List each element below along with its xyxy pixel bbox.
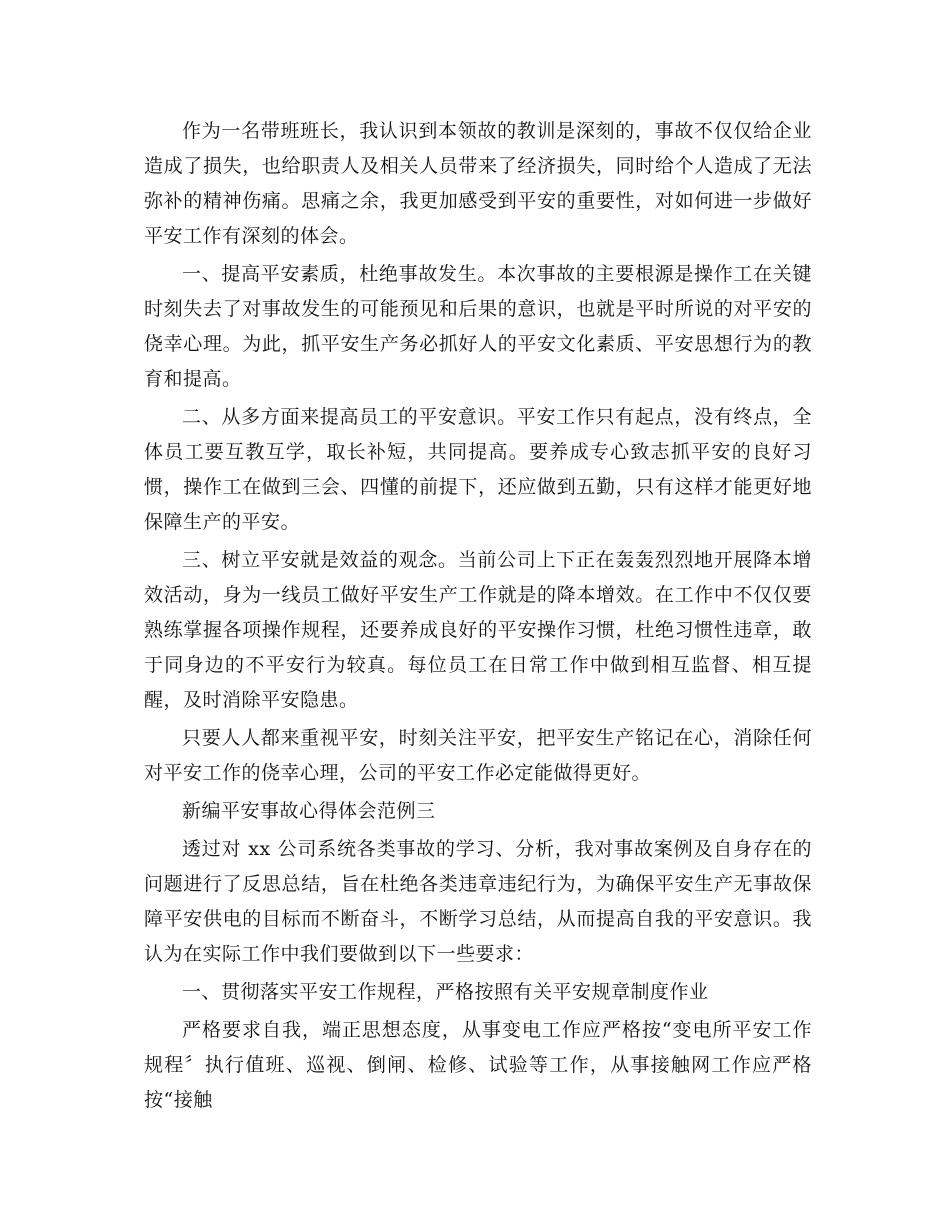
paragraph-requirement-detail: 严格要求自我，端正思想态度，从事变电工作应严格按“变电所平安工作规程〞执行值班、巡视、倒闸、检修、试验等工作，从事接触网工作应严格按“接触 — [144, 1019, 812, 1111]
paragraph-conclusion: 只要人人都来重视平安，时刻关注平安，把平安生产铭记在心，消除任何对平安工作的侥幸心理，公司的平安工作必定能做得更好。 — [144, 727, 812, 784]
paragraph-point-two: 二、从多方面来提高员工的平安意识。平安工作只有起点，没有终点，全体员工要互教互学，取长补短，共同提高。要养成专心致志抓平安的良好习惯，操作工在做到三会、四懂的前提下，还应做到五勤，只有这样才能更好地保障生产的平安。 — [144, 406, 812, 533]
paragraph-intro: 作为一名带班班长，我认识到本领故的教训是深刻的，事故不仅仅给企业造成了损失，也给职责人及相关人员带来了经济损失，同时给个人造成了无法弥补的精神伤痛。思痛之余，我更加感受到平安的重要性，对如何进一步做好平安工作有深刻的体会。 — [144, 120, 812, 247]
paragraph-point-one: 一、提高平安素质，杜绝事故发生。本次事故的主要根源是操作工在关键时刻失去了对事故发生的可能预见和后果的意识，也就是平时所说的对平安的侥幸心理。为此，抓平安生产务必抓好人的平安文化素质、平安思想行为的教育和提高。 — [144, 263, 812, 390]
paragraph-section-intro: 透过对 xx 公司系统各类事故的学习、分析，我对事故案例及自身存在的问题进行了反思总结，旨在杜绝各类违章违纪行为，为确保平安生产无事故保障平安供电的目标而不断奋斗，不断学习总结，从而提高自我的平安意识。我认为在实际工作中我们要做到以下一些要求： — [144, 838, 812, 965]
subheading-requirement-one: 一、贯彻落实平安工作规程，严格按照有关平安规章制度作业 — [182, 981, 709, 1003]
section-heading: 新编平安事故心得体会范例三 — [182, 800, 436, 822]
paragraph-point-three: 三、树立平安就是效益的观念。当前公司上下正在轰轰烈烈地开展降本增效活动，身为一线员工做好平安生产工作就是的降本增效。在工作中不仅仅要熟练掌握各项操作规程，还要养成良好的平安操作习惯，杜绝习惯性违章，敢于同身边的不平安行为较真。每位员工在日常工作中做到相互监督、相互提醒，及时消除平安隐患。 — [144, 549, 812, 711]
document-body — [144, 114, 812, 1121]
